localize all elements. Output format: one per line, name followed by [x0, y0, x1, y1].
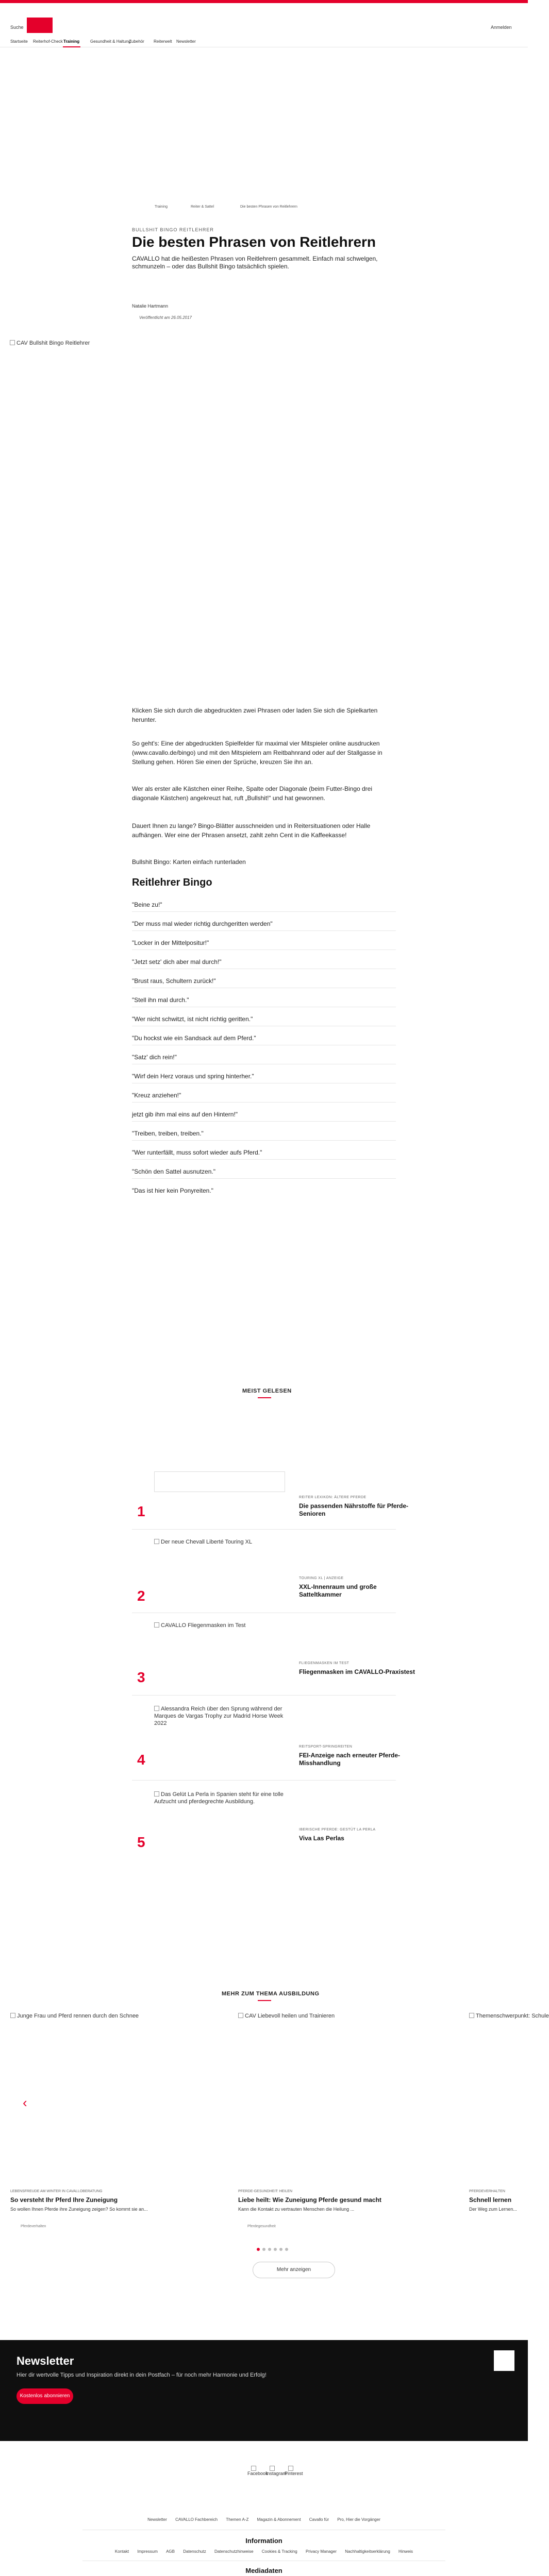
broken-image-icon	[154, 1539, 159, 1544]
most-read-heading: MEIST GELESEN	[242, 1388, 292, 1394]
related-title[interactable]: Liebe heilt: Wie Zuneigung Pferde gesund macht	[238, 2196, 381, 2204]
newsletter-banner	[0, 2340, 528, 2441]
footer-link[interactable]: Privacy Manager	[305, 2549, 337, 2554]
phrase-item: jetzt gib ihm mal eins auf den Hintern!"	[132, 1111, 238, 1118]
body-paragraph: Klicken Sie sich durch die abgedruckten zwei Phrasen oder laden Sie sich die Spielkarten herunter.	[132, 707, 378, 723]
rank-number: 4	[137, 1752, 145, 1768]
broken-image-icon	[154, 1791, 159, 1797]
footer-link[interactable]: Impressum	[137, 2549, 158, 2554]
most-read-image[interactable]	[154, 1471, 285, 1492]
footer-link[interactable]: Datenschutz	[183, 2549, 206, 2554]
carousel-dot[interactable]	[274, 2248, 277, 2251]
item-kicker: IBERISCHE PFERDE: GESTÜT LA PERLA	[299, 1828, 376, 1832]
broken-image-icon	[238, 2013, 243, 2018]
footer-row	[0, 2549, 528, 2554]
footer-link[interactable]: Pro, Hier die Vorgänger	[337, 2517, 380, 2522]
related-title[interactable]: Schnell lernen	[469, 2196, 512, 2204]
footer-link[interactable]: Magazin & Abonnement	[257, 2517, 301, 2522]
footer-link[interactable]: Cavallo für	[309, 2517, 329, 2522]
rank-number: 3	[137, 1669, 145, 1685]
most-read-title[interactable]: Viva Las Perlas	[299, 1835, 344, 1842]
divider	[132, 1102, 396, 1103]
body-paragraph: Wer als erster alle Kästchen einer Reihe, Spalte oder Diagonale (beim Futter-Bingo drei diagonale Kästchen) angekreuzt hat, ruft „Bullshit!“ und hat gewonnen.	[132, 785, 373, 802]
body-paragraph: Dauert Ihnen zu lange? Bingo-Blätter ausschneiden und in Reitersituationen oder Halle aufhängen. Wer eine der Phrasen ansetzt, zahlt zehn Cent in die Kaffeekasse!	[132, 822, 371, 839]
footer-link[interactable]: Themen A-Z	[226, 2517, 249, 2522]
divider	[132, 1121, 396, 1122]
carousel-dot[interactable]	[279, 2248, 282, 2251]
phrase-item: "Jetzt setz' dich aber mal durch!"	[132, 958, 222, 965]
download-link[interactable]: Bullshit Bingo: Karten einfach runterladen	[132, 858, 246, 866]
show-more-button[interactable]: Mehr anzeigen	[253, 2262, 335, 2278]
most-read-title[interactable]: Fliegenmasken im CAVALLO-Praxistest	[299, 1668, 415, 1675]
page-title: Die besten Phrasen von Reitlehrern	[132, 234, 376, 250]
carousel-dot[interactable]	[285, 2248, 288, 2251]
phrase-item: "Der muss mal wieder richtig durchgeritten werden"	[132, 920, 273, 927]
divider	[132, 1140, 396, 1141]
top-accent-bar	[0, 0, 528, 3]
article-image: CAV Bullshit Bingo Reitlehrer	[10, 340, 90, 346]
breadcrumb-current: Die besten Phrasen von Reitlehrern	[240, 205, 297, 209]
phrase-item: "Das ist hier kein Ponyreiten."	[132, 1187, 213, 1194]
related-kicker: LEBENSFREUDE AM WINTER IN CAVALLOBERATUNG	[10, 2190, 103, 2193]
related-image[interactable]: Junge Frau und Pferd rennen durch den Schnee	[10, 2012, 206, 2020]
phrase-item: "Wer nicht schwitzt, ist nicht richtig geritten."	[132, 1015, 253, 1023]
footer-row	[0, 2517, 528, 2522]
related-image[interactable]: CAV Liebevoll heilen und Trainieren	[238, 2012, 413, 2020]
heading-underline	[258, 1397, 271, 1398]
phrase-item: "Locker in der Mittelpositur!"	[132, 939, 209, 946]
newsletter-image	[494, 2350, 514, 2371]
breadcrumb-item[interactable]: Reiter & Sattel	[191, 205, 214, 209]
footer-link[interactable]: Kontakt	[114, 2549, 129, 2554]
item-kicker: REITER LEXIKON: ÄLTERE PFERDE	[299, 1496, 367, 1499]
divider	[132, 1178, 396, 1179]
footer-link[interactable]: Cookies & Tracking	[261, 2549, 297, 2554]
nav-item[interactable]: Reiterhof-Check	[33, 39, 63, 44]
most-read-image[interactable]: CAVALLO Fliegenmasken im Test	[154, 1622, 285, 1629]
related-kicker: PFERDEVERHALTEN	[469, 2190, 505, 2193]
most-read-image[interactable]: Das Gelüt La Perla in Spanien steht für eine tolle Aufzucht und pferdegrechte Ausbildung.	[154, 1791, 284, 1805]
most-read-title[interactable]: Die passenden Nährstoffe für Pferde-Senioren	[299, 1502, 409, 1517]
broken-image-icon	[10, 340, 15, 345]
body-paragraph: So geht's: Eine der abgedruckten Spielfelder für maximal vier Mitspieler online ausdrucken (www.cavallo.de/bingo) und mit den Mitspielern am Reitbahnrand oder auf der Stallgasse in Stellung gehen. Hören Sie einen der Sprüche, kreuzen Sie ihn an.	[132, 740, 382, 766]
phrase-item: "Stell ihn mal durch."	[132, 996, 189, 1004]
footer-heading: Mediadaten	[245, 2567, 282, 2574]
search-link[interactable]: Suche	[10, 25, 24, 30]
most-read-title[interactable]: FEI-Anzeige nach erneuter Pferde-Misshandlung	[299, 1752, 401, 1767]
phrase-item: "Schön den Sattel ausnutzen."	[132, 1168, 215, 1175]
rank-number: 2	[137, 1588, 145, 1604]
carousel-dots	[257, 2244, 291, 2252]
related-meta: Pferdeverhalten	[21, 2225, 46, 2228]
related-title[interactable]: So versteht Ihr Pferd Ihre Zuneigung	[10, 2196, 118, 2204]
carousel-prev-arrow-icon[interactable]: ‹	[23, 2095, 27, 2110]
nav-item[interactable]: Zubehör	[129, 39, 144, 44]
rank-number: 5	[137, 1834, 145, 1850]
footer-heading: Information	[245, 2537, 282, 2545]
section-heading: Reitlehrer Bingo	[132, 877, 212, 888]
item-kicker: TOURING XL | ANZEIGE	[299, 1577, 344, 1580]
newsletter-text: Hier dir wertvolle Tipps und Inspiration direkt in dein Postfach – für noch mehr Harmonie und Erfolg!	[16, 2372, 267, 2378]
nav-item-active[interactable]: Training	[63, 39, 80, 44]
most-read-title[interactable]: XXL-Innenraum und große Satteltkammer	[299, 1583, 377, 1598]
carousel-dot[interactable]	[268, 2248, 271, 2251]
breadcrumb-item[interactable]: Training	[155, 205, 168, 209]
heading-underline	[258, 2000, 271, 2001]
phrase-item: "Du hockst wie ein Sandsack auf dem Pferd."	[132, 1035, 256, 1042]
phrase-item: "Satz' dich rein!"	[132, 1054, 177, 1061]
carousel-dot[interactable]	[262, 2248, 265, 2251]
newsletter-subscribe-button[interactable]: Kostenlos abonnieren	[16, 2388, 73, 2404]
most-read-image[interactable]: Der neue Chevall Liberté Touring XL	[154, 1538, 285, 1546]
footer-link[interactable]: Nachhaltigkeitserklärung	[345, 2549, 390, 2554]
related-teaser: Der Weg zum Lernen...	[469, 2207, 517, 2212]
nav-item[interactable]: Reiterwelt	[154, 39, 172, 44]
article-kicker: BULLSHIT BINGO REITLEHRER	[132, 227, 214, 232]
phrase-item: "Wirf dein Herz voraus und spring hinterher."	[132, 1073, 254, 1080]
divider	[132, 1780, 396, 1781]
main-nav	[0, 36, 528, 47]
phrase-item: "Beine zu!"	[132, 901, 162, 908]
nav-active-indicator	[63, 46, 80, 47]
related-teaser: Kann die Kontakt zu vertrauten Menschen die Heilung ...	[238, 2207, 355, 2212]
related-meta: Pferdegesundheit	[247, 2225, 276, 2228]
item-kicker: FLIEGENMASKEN IM TEST	[299, 1662, 350, 1665]
footer-link[interactable]: Newsletter	[147, 2517, 167, 2522]
publish-date: Veröffentlicht am 26.05.2017	[139, 315, 192, 320]
most-read-image[interactable]: Alessandra Reich über den Sprung während der Marques de Vargas Trophy zur Madrid Horse Week 2022	[154, 1706, 284, 1726]
footer-link[interactable]: Hinweis	[398, 2549, 413, 2554]
phrase-item: "Wer runterfällt, muss sofort wieder aufs Pferd."	[132, 1149, 262, 1156]
nav-item[interactable]: Startseite	[10, 39, 28, 44]
nav-item[interactable]: Gesundheit & Haltung	[90, 39, 131, 44]
site-logo[interactable]	[27, 18, 53, 33]
phrase-item: "Kreuz anziehen!"	[132, 1092, 181, 1099]
rank-number: 1	[137, 1503, 145, 1519]
broken-image-icon	[469, 2013, 474, 2018]
carousel-dot[interactable]	[257, 2248, 260, 2251]
broken-image-icon	[154, 1622, 159, 1628]
footer-link[interactable]: CAVALLO Fachbereich	[175, 2517, 218, 2522]
nav-item[interactable]: Newsletter	[176, 39, 196, 44]
article-teaser: CAVALLO hat die heißesten Phrasen von Reitlehrern gesammelt. Einfach mal schwelgen, schmunzeln – oder das Bullshit Bingo tatsächlich spielen.	[132, 255, 378, 270]
broken-image-icon	[154, 1706, 159, 1711]
instagram-icon[interactable]: Instagram	[266, 2466, 278, 2477]
phrase-item: "Brust raus, Schultern zurück!"	[132, 977, 216, 985]
login-link[interactable]: Anmelden	[491, 25, 512, 30]
divider	[132, 1159, 396, 1160]
related-teaser: So wollen Ihnen Pferde ihre Zuneigung zeigen? So kommt sie an...	[10, 2207, 148, 2212]
divider	[132, 911, 396, 912]
divider	[132, 1529, 396, 1530]
broken-image-icon	[10, 2013, 15, 2018]
divider	[132, 1695, 396, 1696]
item-kicker: REITSPORT-SPRINGREITEN	[299, 1745, 353, 1749]
related-kicker: PFERDE-GESUNDHEIT: HEILEN	[238, 2190, 293, 2193]
pinterest-icon[interactable]: Pinterest	[285, 2466, 297, 2477]
related-heading: MEHR ZUM THEMA AUSBILDUNG	[222, 1991, 320, 1997]
divider	[132, 930, 396, 931]
author-name[interactable]: Natalie Hartmann	[132, 303, 169, 309]
phrase-item: "Treiben, treiben, treiben."	[132, 1130, 204, 1137]
related-image[interactable]: Themenschwerpunkt: Schule	[469, 2012, 528, 2020]
facebook-icon[interactable]: Facebook	[247, 2466, 260, 2477]
footer-link[interactable]: Datenschutzhinweise	[214, 2549, 254, 2554]
site-header	[0, 18, 528, 36]
newsletter-title: Newsletter	[16, 2354, 74, 2367]
footer-link[interactable]: AGB	[166, 2549, 175, 2554]
